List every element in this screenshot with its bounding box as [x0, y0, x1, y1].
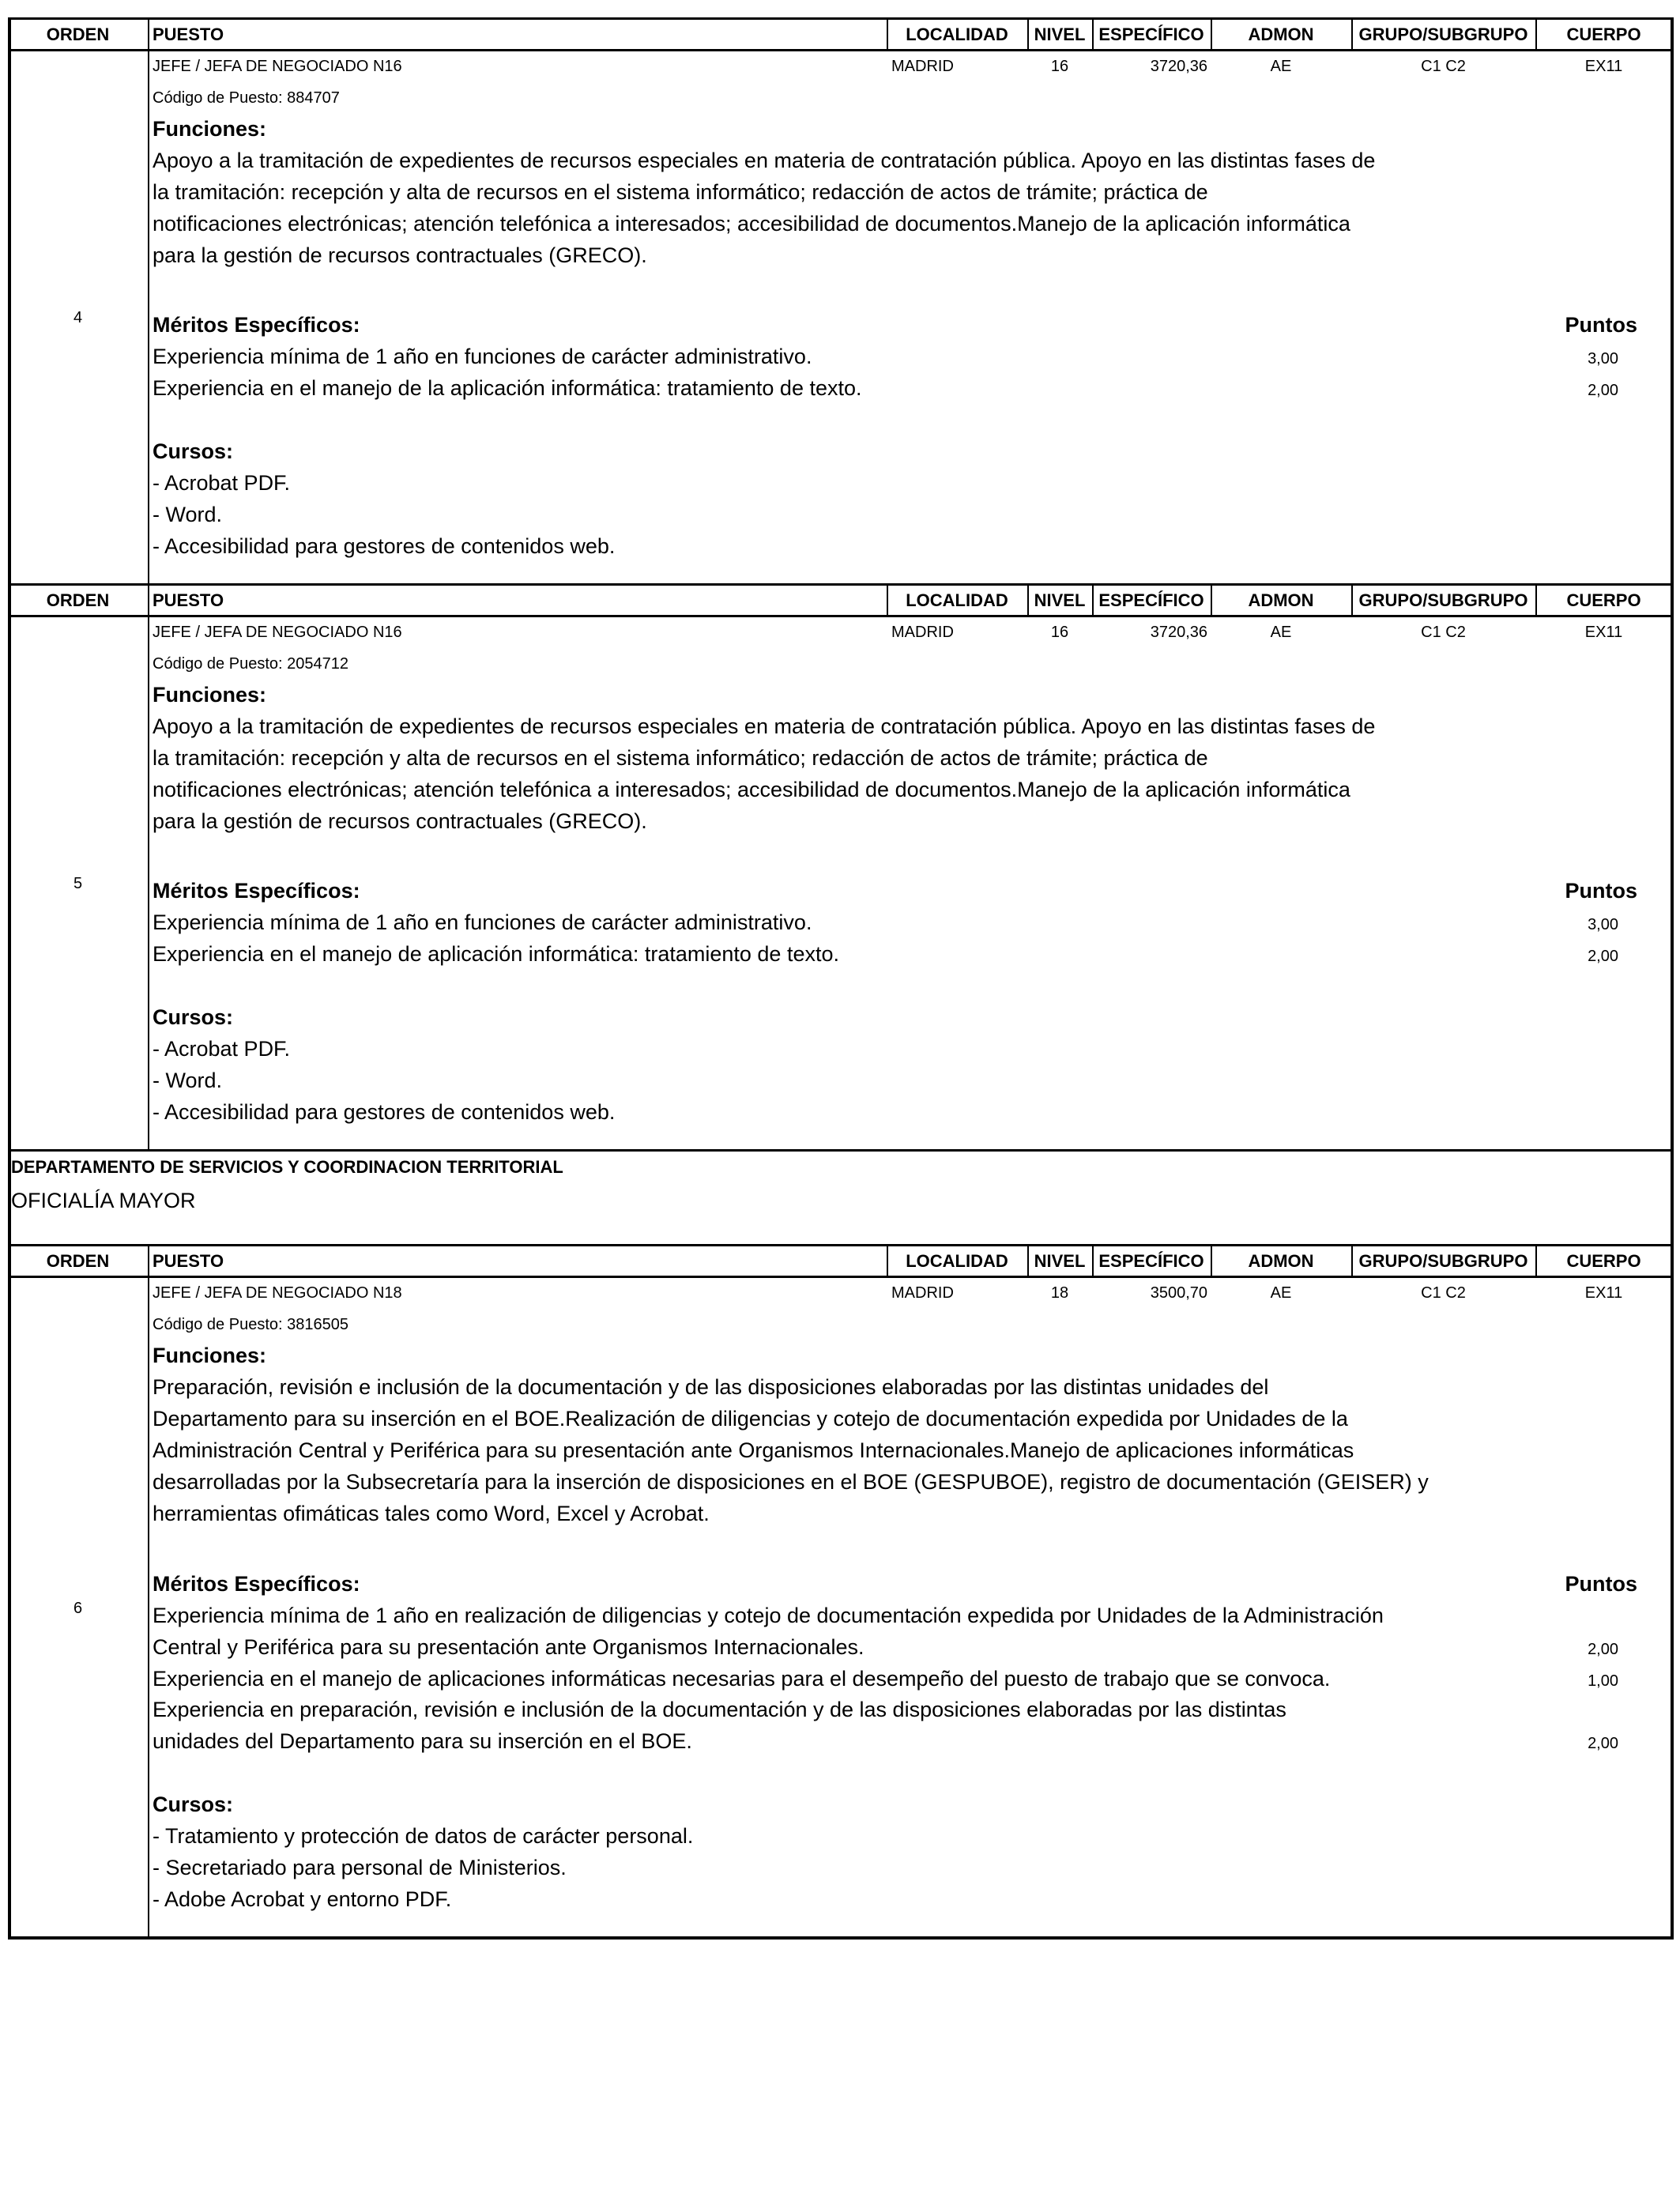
curso-line: - Tratamiento y protección de datos de carácter personal.: [153, 1824, 694, 1848]
funciones-line: la tramitación: recepción y alta de recursos en el sistema informático; redacción de actos de trámite; práctica de: [153, 746, 1208, 770]
funciones-line: notificaciones electrónicas; atención telefónica a interesados; accesibilidad de documentos.Manejo de la aplicación informática: [153, 212, 1350, 236]
cursos-label: Cursos:: [153, 1793, 234, 1816]
header-nivel: NIVEL: [1034, 590, 1086, 610]
curso-line: - Acrobat PDF.: [153, 471, 291, 495]
puesto-title: JEFE / JEFA DE NEGOCIADO N18: [153, 1284, 402, 1302]
curso-line: - Acrobat PDF.: [153, 1037, 291, 1061]
codigo-puesto: Código de Puesto: 2054712: [153, 655, 348, 673]
funciones-line: para la gestión de recursos contractuales (GRECO).: [153, 809, 647, 833]
puesto-title: JEFE / JEFA DE NEGOCIADO N16: [153, 624, 402, 641]
puntos-value: 2,00: [1588, 1641, 1618, 1658]
merito-line: Experiencia en el manejo de la aplicación informática: tratamiento de texto.: [153, 376, 862, 400]
header-bottom-rule: [8, 1276, 1672, 1278]
funciones-line: herramientas ofimáticas tales como Word, Excel y Acrobat.: [153, 1502, 710, 1525]
especifico-value: 3500,70: [1150, 1284, 1207, 1302]
admon-value: AE: [1270, 58, 1292, 75]
puntos-value: 2,00: [1588, 1735, 1618, 1752]
funciones-line: desarrolladas por la Subsecretaría para la inserción de disposiciones en el BOE (GESPUBOE), registro de documentación (GEISER) y: [153, 1470, 1429, 1494]
funciones-line: Preparación, revisión e inclusión de la documentación y de las disposiciones elaboradas por las distintas unidades del: [153, 1375, 1269, 1399]
puntos-value: 2,00: [1588, 948, 1618, 965]
header-grupo-subgrupo: GRUPO/SUBGRUPO: [1358, 590, 1528, 610]
grupo-value: C1 C2: [1421, 624, 1466, 641]
frame-right: [1671, 583, 1674, 1151]
funciones-line: para la gestión de recursos contractuales (GRECO).: [153, 243, 647, 267]
header-grupo-subgrupo: GRUPO/SUBGRUPO: [1358, 1251, 1528, 1271]
header-grupo-subgrupo: GRUPO/SUBGRUPO: [1358, 25, 1528, 44]
funciones-label: Funciones:: [153, 1344, 267, 1367]
header-bottom-rule: [8, 615, 1672, 617]
header-orden: ORDEN: [46, 25, 110, 44]
header-especifico: ESPECÍFICO: [1098, 1251, 1204, 1271]
frame-right: [1671, 17, 1674, 585]
curso-line: - Adobe Acrobat y entorno PDF.: [153, 1887, 452, 1911]
unit-heading: OFICIALÍA MAYOR: [11, 1189, 196, 1212]
grupo-value: C1 C2: [1421, 1284, 1466, 1302]
header-especifico: ESPECÍFICO: [1098, 590, 1204, 610]
puntos-value: 1,00: [1588, 1672, 1618, 1690]
curso-line: - Word.: [153, 1069, 223, 1092]
table-bottom-rule: [8, 1936, 1672, 1940]
nivel-value: 18: [1050, 1284, 1069, 1302]
header-bottom-rule: [8, 49, 1672, 51]
localidad-value: MADRID: [891, 1284, 954, 1302]
header-localidad: LOCALIDAD: [906, 25, 1008, 44]
header-nivel: NIVEL: [1034, 1251, 1086, 1271]
merito-line: Experiencia en el manejo de aplicación informática: tratamiento de texto.: [153, 942, 839, 966]
curso-line: - Accesibilidad para gestores de contenidos web.: [153, 534, 616, 558]
funciones-line: Apoyo a la tramitación de expedientes de recursos especiales en materia de contratación pública. Apoyo en las distintas fases de: [153, 149, 1376, 172]
cursos-label: Cursos:: [153, 1005, 234, 1029]
merito-line: Experiencia mínima de 1 año en realización de diligencias y cotejo de documentación expedida por Unidades de la Administración: [153, 1604, 1384, 1627]
funciones-line: Administración Central y Periférica para su presentación ante Organismos Internacionales.Manejo de aplicaciones informáticas: [153, 1438, 1354, 1462]
funciones-line: Departamento para su inserción en el BOE.Realización de diligencias y cotejo de documentación expedida por Unidades de la: [153, 1407, 1348, 1431]
header-cuerpo: CUERPO: [1566, 1251, 1641, 1271]
cuerpo-value: EX11: [1584, 624, 1623, 641]
frame-right: [1671, 1149, 1674, 1244]
header-puesto: PUESTO: [153, 590, 224, 610]
header-localidad: LOCALIDAD: [906, 590, 1008, 610]
localidad-value: MADRID: [891, 58, 954, 75]
frame-left: [8, 1244, 11, 1940]
curso-line: - Word.: [153, 503, 223, 526]
header-top-rule: [8, 1244, 1672, 1246]
codigo-puesto: Código de Puesto: 884707: [153, 89, 340, 107]
frame-left: [8, 583, 11, 1151]
puntos-value: 2,00: [1588, 382, 1618, 399]
cursos-label: Cursos:: [153, 439, 234, 463]
header-cuerpo: CUERPO: [1566, 25, 1641, 44]
meritos-label: Méritos Específicos:: [153, 1572, 360, 1596]
meritos-label: Méritos Específicos:: [153, 313, 360, 337]
header-especifico: ESPECÍFICO: [1098, 25, 1204, 44]
merito-line: Experiencia en el manejo de aplicaciones informáticas necesarias para el desempeño del puesto de trabajo que se convoca.: [153, 1667, 1331, 1691]
merito-line: Experiencia mínima de 1 año en funciones de carácter administrativo.: [153, 345, 812, 368]
header-orden: ORDEN: [46, 590, 110, 610]
admon-value: AE: [1270, 624, 1292, 641]
nivel-value: 16: [1050, 624, 1069, 641]
meritos-label: Méritos Específicos:: [153, 879, 360, 903]
admon-value: AE: [1270, 1284, 1292, 1302]
merito-line: unidades del Departamento para su inserción en el BOE.: [153, 1729, 692, 1753]
header-orden: ORDEN: [46, 1251, 110, 1271]
funciones-line: la tramitación: recepción y alta de recursos en el sistema informático; redacción de actos de trámite; práctica de: [153, 180, 1208, 204]
cuerpo-value: EX11: [1584, 1284, 1623, 1302]
especifico-value: 3720,36: [1150, 58, 1207, 75]
funciones-label: Funciones:: [153, 117, 267, 141]
merito-line: Central y Periférica para su presentación ante Organismos Internacionales.: [153, 1635, 864, 1659]
header-top-rule: [8, 583, 1672, 586]
nivel-value: 16: [1050, 58, 1069, 75]
puntos-value: 3,00: [1588, 350, 1618, 368]
curso-line: - Accesibilidad para gestores de contenidos web.: [153, 1100, 616, 1124]
section-top-rule: [8, 1149, 1672, 1152]
funciones-label: Funciones:: [153, 683, 267, 707]
puesto-title: JEFE / JEFA DE NEGOCIADO N16: [153, 58, 402, 75]
merito-line: Experiencia en preparación, revisión e inclusión de la documentación y de las disposiciones elaboradas por las distintas: [153, 1698, 1286, 1721]
header-nivel: NIVEL: [1034, 25, 1086, 44]
header-top-rule: [8, 17, 1672, 20]
header-admon: ADMON: [1248, 590, 1314, 610]
funciones-line: notificaciones electrónicas; atención telefónica a interesados; accesibilidad de documentos.Manejo de la aplicación informática: [153, 778, 1350, 801]
merito-line: Experiencia mínima de 1 año en funciones de carácter administrativo.: [153, 910, 812, 934]
localidad-value: MADRID: [891, 624, 954, 641]
cuerpo-value: EX11: [1584, 58, 1623, 75]
header-puesto: PUESTO: [153, 1251, 224, 1271]
puntos-value: 3,00: [1588, 916, 1618, 933]
puntos-label: Puntos: [1565, 313, 1637, 337]
department-heading: DEPARTAMENTO DE SERVICIOS Y COORDINACION TERRITORIAL: [11, 1157, 563, 1177]
header-cuerpo: CUERPO: [1566, 590, 1641, 610]
puntos-label: Puntos: [1565, 1572, 1637, 1596]
orden-number: 5: [73, 874, 83, 892]
header-admon: ADMON: [1248, 25, 1314, 44]
orden-number: 4: [73, 308, 83, 326]
orden-number: 6: [73, 1599, 83, 1617]
header-puesto: PUESTO: [153, 25, 224, 44]
grupo-value: C1 C2: [1421, 58, 1466, 75]
funciones-line: Apoyo a la tramitación de expedientes de recursos especiales en materia de contratación pública. Apoyo en las distintas fases de: [153, 714, 1376, 738]
especifico-value: 3720,36: [1150, 624, 1207, 641]
frame-left: [8, 17, 11, 585]
header-admon: ADMON: [1248, 1251, 1314, 1271]
header-localidad: LOCALIDAD: [906, 1251, 1008, 1271]
frame-right: [1671, 1244, 1674, 1940]
codigo-puesto: Código de Puesto: 3816505: [153, 1316, 348, 1333]
puntos-label: Puntos: [1565, 879, 1637, 903]
curso-line: - Secretariado para personal de Ministerios.: [153, 1856, 567, 1879]
